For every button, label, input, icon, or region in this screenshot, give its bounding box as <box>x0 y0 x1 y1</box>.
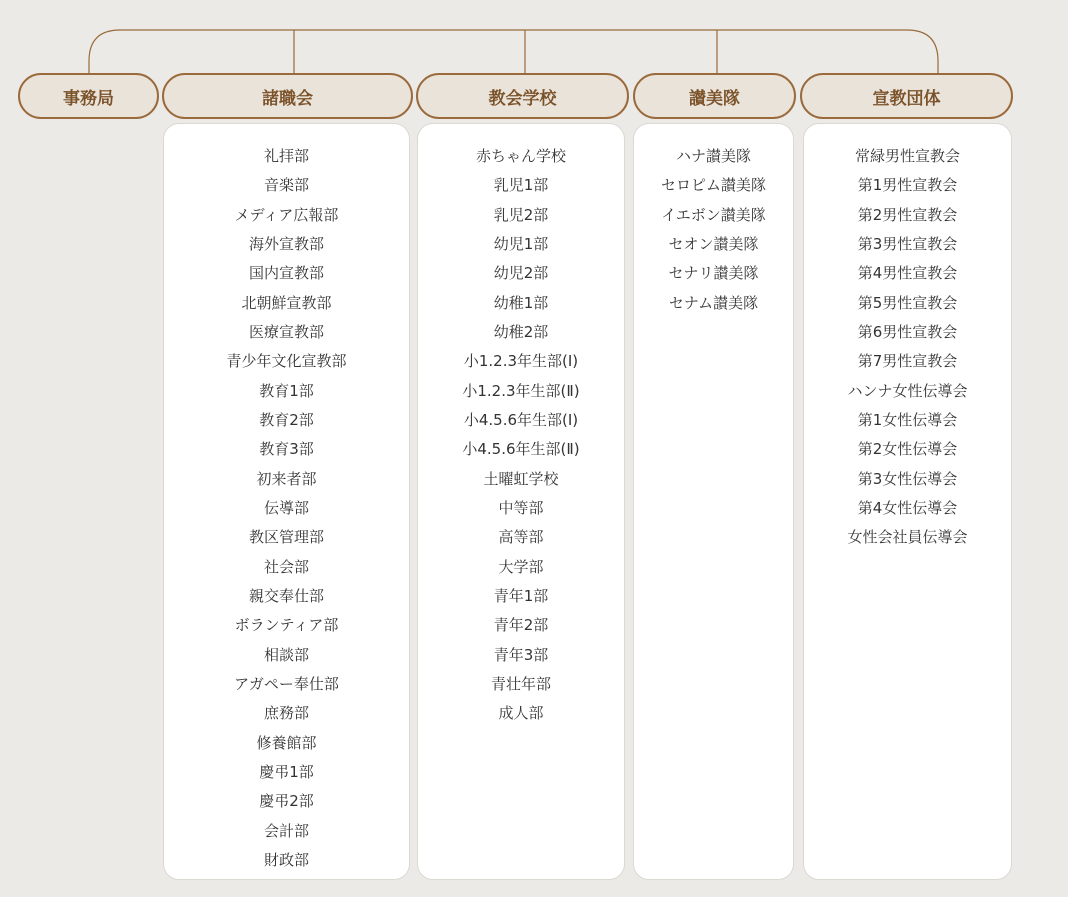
list-shoshokukai <box>164 142 409 875</box>
list-item: 国内宣教部 <box>248 264 324 283</box>
list-item: ハンナ女性伝導会 <box>847 381 968 400</box>
list-item: 乳児1部 <box>493 176 549 195</box>
header-shoshokukai: 諸職会 <box>162 73 413 119</box>
list-item: 修養館部 <box>256 733 317 752</box>
list-item: 財政部 <box>263 850 309 869</box>
list-senkyodantai <box>804 142 1011 553</box>
list-item: セロピム讃美隊 <box>660 176 766 195</box>
list-item: 第2男性宣教会 <box>857 205 958 224</box>
list-item: 海外宣教部 <box>248 234 324 253</box>
list-item: 医療宣教部 <box>248 322 324 341</box>
header-sanbitai: 讃美隊 <box>633 73 796 119</box>
header-kyokaigakko: 教会学校 <box>416 73 629 119</box>
list-item: 伝導部 <box>263 498 309 517</box>
list-item: 慶弔2部 <box>259 792 314 811</box>
list-item: 女性会社員伝導会 <box>847 528 968 547</box>
list-item: 第3男性宣教会 <box>857 234 958 253</box>
list-item: 第1女性伝導会 <box>857 410 958 429</box>
list-item: イエボン讃美隊 <box>661 205 766 224</box>
list-item: セナム讃美隊 <box>668 293 759 312</box>
panel-kyokaigakko <box>417 123 625 880</box>
list-item: 親交奉仕部 <box>248 586 324 605</box>
list-item: 小1.2.3年生部(Ⅱ) <box>462 381 580 400</box>
list-item: 幼児1部 <box>493 234 549 253</box>
list-item: 幼児2部 <box>493 264 549 283</box>
list-item: ボランティア部 <box>234 616 339 635</box>
list-item: 小1.2.3年生部(Ⅰ) <box>463 352 579 371</box>
list-item: 高等部 <box>498 528 544 547</box>
list-item: 第4女性伝導会 <box>857 498 958 517</box>
list-item: 教育1部 <box>259 381 314 400</box>
list-item: 小4.5.6年生部(Ⅱ) <box>462 440 580 459</box>
panel-senkyodantai <box>803 123 1012 880</box>
header-senkyodantai: 宣教団体 <box>800 73 1013 119</box>
list-item: 会計部 <box>263 821 309 840</box>
list-item: 初来者部 <box>256 469 317 488</box>
list-item: 教育3部 <box>259 440 314 459</box>
header-jimukyoku: 事務局 <box>18 73 159 119</box>
list-item: 常緑男性宣教会 <box>854 147 960 165</box>
list-item: 教育2部 <box>259 410 314 429</box>
list-sanbitai <box>634 142 793 318</box>
list-item: 第3女性伝導会 <box>857 469 958 488</box>
list-item: 北朝鮮宣教部 <box>241 293 332 312</box>
list-item: 第7男性宣教会 <box>857 352 958 371</box>
list-item: ハナ讃美隊 <box>675 147 751 165</box>
list-item: 青年1部 <box>493 586 549 605</box>
list-item: 土曜虹学校 <box>483 469 559 488</box>
list-item: 大学部 <box>498 557 544 576</box>
list-item: 相談部 <box>263 645 309 664</box>
list-item: 第5男性宣教会 <box>857 293 958 312</box>
list-item: 赤ちゃん学校 <box>475 147 566 165</box>
list-item: セナリ讃美隊 <box>668 264 759 283</box>
list-item: 青壮年部 <box>490 674 551 693</box>
list-item: 中等部 <box>498 498 544 517</box>
list-item: 第6男性宣教会 <box>857 322 958 341</box>
list-item: 青年3部 <box>493 645 549 664</box>
list-item: メディア広報部 <box>234 205 339 224</box>
list-item: 青少年文化宣教部 <box>226 352 347 371</box>
list-item: 幼稚2部 <box>493 322 549 341</box>
list-item: 礼拝部 <box>263 147 309 165</box>
list-item: 教区管理部 <box>248 528 324 547</box>
list-item: 第1男性宣教会 <box>857 176 958 195</box>
list-kyokaigakko <box>418 142 624 729</box>
list-item: 慶弔1部 <box>259 762 314 781</box>
list-item: 幼稚1部 <box>493 293 549 312</box>
list-item: アガペー奉仕部 <box>234 674 339 693</box>
list-item: 音楽部 <box>263 176 309 195</box>
list-item: 成人部 <box>498 704 544 723</box>
panel-sanbitai <box>633 123 794 880</box>
top-connector-bar <box>89 30 938 73</box>
list-item: 乳児2部 <box>493 205 549 224</box>
list-item: セオン讃美隊 <box>668 234 759 253</box>
panel-shoshokukai <box>163 123 410 880</box>
list-item: 庶務部 <box>263 704 309 723</box>
list-item: 第2女性伝導会 <box>857 440 958 459</box>
list-item: 第4男性宣教会 <box>857 264 958 283</box>
list-item: 小4.5.6年生部(Ⅰ) <box>463 410 579 429</box>
list-item: 青年2部 <box>493 616 549 635</box>
list-item: 社会部 <box>263 557 309 576</box>
